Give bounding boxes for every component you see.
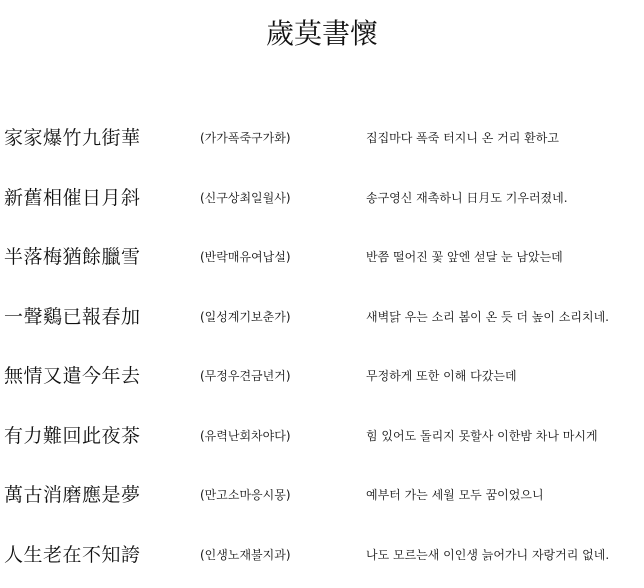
hanja-verse: 家家爆竹九街華: [4, 125, 141, 151]
korean-translation: 나도 모르는새 이인생 늙어가니 자랑거리 없네.: [366, 546, 609, 564]
hangul-reading: (신구상최일월사): [200, 189, 291, 207]
poem-line: [0, 529, 644, 588]
korean-translation: 무정하게 또한 이해 다갔는데: [366, 367, 517, 385]
hanja-verse: 半落梅猶餘臘雪: [4, 244, 141, 270]
poem-body: [0, 112, 644, 588]
hangul-reading: (일성계기보춘가): [200, 308, 291, 326]
poem-line: [0, 172, 644, 232]
hangul-reading: (인생노재불지과): [200, 546, 291, 564]
poem-line: [0, 469, 644, 529]
hangul-reading: (만고소마응시몽): [200, 486, 291, 504]
hanja-verse: 一聲鷄已報春加: [4, 304, 141, 330]
hangul-reading: (가가폭죽구가화): [200, 129, 291, 147]
hangul-reading: (반락매유여납설): [200, 248, 291, 266]
hanja-verse: 有力難回此夜茶: [4, 423, 141, 449]
poem-line: [0, 112, 644, 172]
korean-translation: 반쯤 떨어진 꽃 앞엔 섣달 눈 남았는데: [366, 248, 563, 266]
poem-line: [0, 231, 644, 291]
poem-line: [0, 291, 644, 351]
hanja-verse: 無情又遣今年去: [4, 363, 141, 389]
hanja-verse: 萬古消磨應是夢: [4, 482, 141, 508]
page-title: 歲莫書懷: [0, 14, 644, 54]
korean-translation: 예부터 가는 세월 모두 꿈이었으니: [366, 486, 544, 504]
korean-translation: 집집마다 폭죽 터지니 온 거리 환하고: [366, 129, 559, 147]
poem-line: [0, 350, 644, 410]
korean-translation: 힘 있어도 돌리지 못할사 이한밤 차나 마시게: [366, 427, 598, 445]
hangul-reading: (무정우견금년거): [200, 367, 291, 385]
hanja-verse: 新舊相催日月斜: [4, 185, 141, 211]
korean-translation: 송구영신 재촉하니 日月도 기우러졌네.: [366, 189, 568, 207]
hanja-verse: 人生老在不知誇: [4, 542, 141, 568]
hangul-reading: (유력난회차야다): [200, 427, 291, 445]
poem-line: [0, 410, 644, 470]
korean-translation: 새벽닭 우는 소리 봄이 온 듯 더 높이 소리치네.: [366, 308, 609, 326]
